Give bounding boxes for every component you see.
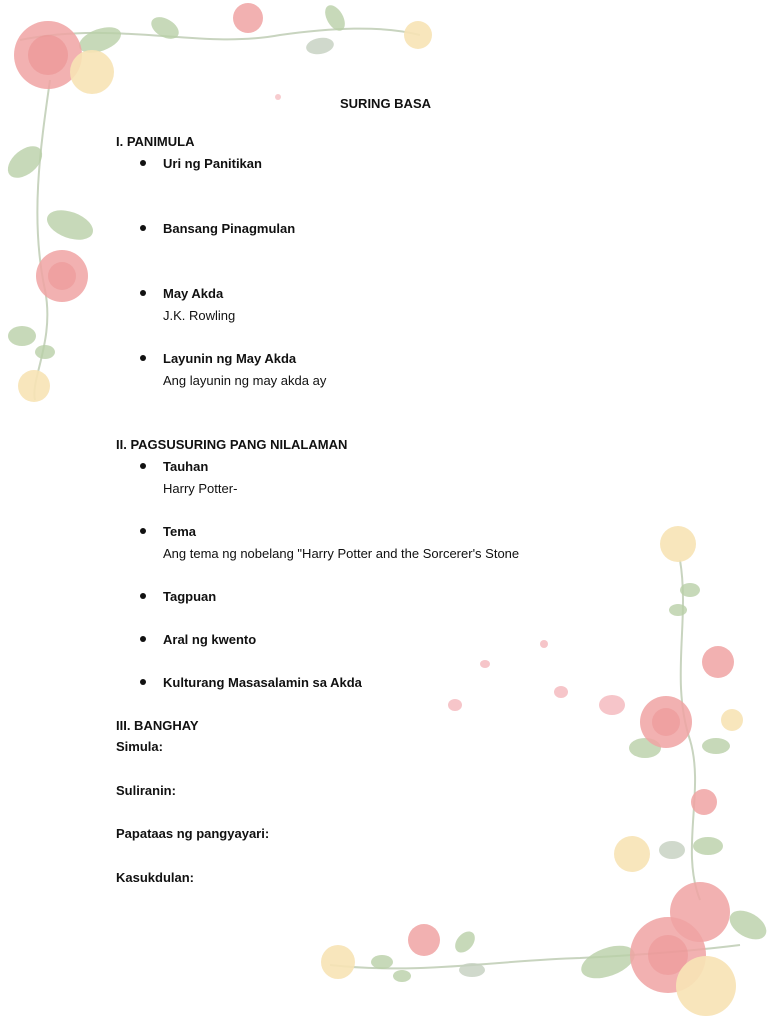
petal-icon bbox=[480, 660, 490, 668]
bullet-icon bbox=[140, 593, 146, 599]
rose-icon bbox=[614, 836, 650, 872]
leaf-icon bbox=[577, 939, 639, 984]
field-label: Suliranin: bbox=[116, 783, 176, 798]
item-label: May Akda bbox=[163, 286, 224, 301]
rose-icon bbox=[321, 945, 355, 979]
rose-icon bbox=[670, 882, 730, 942]
bullet-icon bbox=[140, 225, 146, 231]
bullet-icon bbox=[140, 463, 146, 469]
bullet-icon bbox=[140, 290, 146, 296]
rose-icon bbox=[691, 789, 717, 815]
item-body: Harry Potter- bbox=[163, 481, 238, 496]
field-label: Kasukdulan: bbox=[116, 870, 195, 885]
rose-icon bbox=[676, 956, 736, 1016]
rose-icon bbox=[721, 709, 743, 731]
leaf-icon bbox=[371, 955, 393, 969]
leaf-icon bbox=[459, 963, 485, 977]
item-label: Tema bbox=[163, 524, 196, 539]
section-heading-banghay: III. BANGHAY bbox=[116, 718, 199, 733]
leaf-icon bbox=[451, 928, 479, 957]
leaf-icon bbox=[2, 140, 48, 184]
item-body: Ang tema ng nobelang "Harry Potter and the Sorcerer's Stone bbox=[163, 546, 520, 561]
leaf-icon bbox=[702, 738, 730, 754]
leaf-icon bbox=[8, 326, 36, 346]
bullet-icon bbox=[140, 160, 146, 166]
page-title: SURING BASA bbox=[340, 96, 432, 111]
petal-icon bbox=[448, 699, 462, 711]
rose-icon bbox=[233, 3, 263, 33]
leaf-icon bbox=[659, 841, 685, 859]
rose-icon bbox=[660, 526, 696, 562]
leaf-icon bbox=[305, 36, 335, 57]
item-label: Tauhan bbox=[163, 459, 209, 474]
petal-icon bbox=[540, 640, 548, 648]
bullet-icon bbox=[140, 636, 146, 642]
petal-icon bbox=[599, 695, 625, 715]
leaf-icon bbox=[35, 345, 55, 359]
bullet-icon bbox=[140, 355, 146, 361]
item-body: Ang layunin ng may akda ay bbox=[163, 373, 327, 388]
rose-icon bbox=[404, 21, 432, 49]
leaf-icon bbox=[669, 604, 687, 616]
item-label: Bansang Pinagmulan bbox=[163, 221, 296, 236]
rose-icon bbox=[702, 646, 734, 678]
leaf-icon bbox=[148, 13, 183, 44]
bullet-icon bbox=[140, 679, 146, 685]
leaf-icon bbox=[43, 205, 97, 246]
rose-icon bbox=[18, 370, 50, 402]
rose-icon bbox=[408, 924, 440, 956]
section-heading-panimula: I. PANIMULA bbox=[116, 134, 195, 149]
petal-icon bbox=[275, 94, 281, 100]
item-label: Tagpuan bbox=[163, 589, 217, 604]
petal-icon bbox=[554, 686, 568, 698]
item-label: Layunin ng May Akda bbox=[163, 351, 297, 366]
leaf-icon bbox=[693, 837, 723, 855]
field-label: Papataas ng pangyayari: bbox=[116, 826, 270, 841]
rose-icon bbox=[640, 696, 692, 748]
field-label: Simula: bbox=[116, 739, 163, 754]
leaf-icon bbox=[321, 2, 349, 34]
leaf-icon bbox=[76, 22, 125, 58]
rose-icon bbox=[630, 917, 706, 993]
item-label: Aral ng kwento bbox=[163, 632, 257, 647]
section-heading-pagsusuri: II. PAGSUSURING PANG NILALAMAN bbox=[116, 437, 348, 452]
bullet-icon bbox=[140, 528, 146, 534]
leaf-icon bbox=[629, 738, 661, 758]
leaf-icon bbox=[680, 583, 700, 597]
item-body: J.K. Rowling bbox=[163, 308, 236, 323]
item-label: Uri ng Panitikan bbox=[163, 156, 262, 171]
rose-icon bbox=[14, 21, 82, 89]
item-label: Kulturang Masasalamin sa Akda bbox=[163, 675, 362, 690]
leaf-icon bbox=[393, 970, 411, 982]
leaf-icon bbox=[725, 905, 768, 946]
rose-icon bbox=[70, 50, 114, 94]
rose-icon bbox=[36, 250, 88, 302]
